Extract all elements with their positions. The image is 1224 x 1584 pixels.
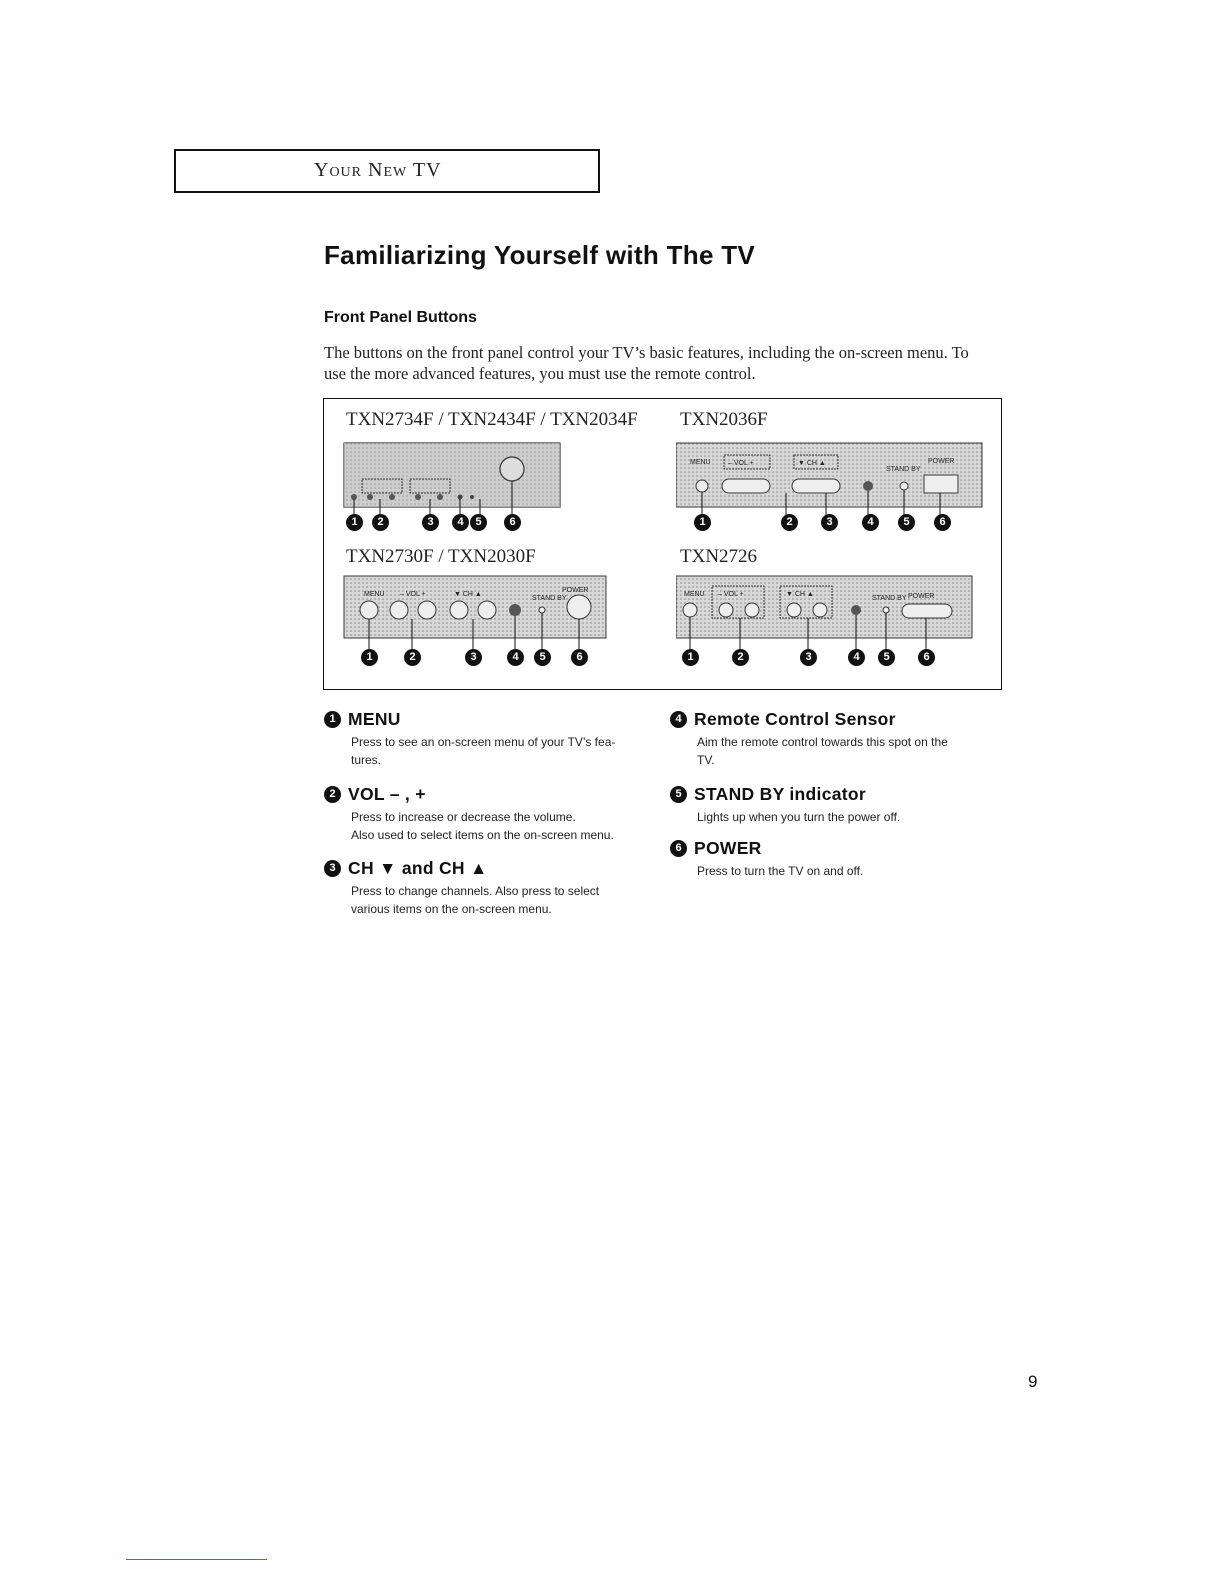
callout-item	[324, 858, 599, 918]
marker-6: 6	[934, 514, 951, 531]
marker-5: 5	[470, 514, 487, 531]
callout-description	[697, 733, 948, 769]
marker-2: 2	[781, 514, 798, 531]
marker-1: 1	[361, 649, 378, 666]
callout-description-line: Aim the remote control towards this spot on the	[697, 735, 948, 749]
callout-heading: CH ▼ and CH ▲	[348, 858, 488, 878]
callout-item	[670, 709, 948, 769]
callout-description-line: Lights up when you turn the power off.	[697, 810, 901, 824]
btn-label-ch-b: ▼ CH ▲	[798, 460, 826, 467]
callout-description-line: Press to see an on-screen menu of your TV’s fea-	[351, 735, 616, 749]
subsection-heading: Front Panel Buttons	[324, 309, 477, 326]
marker-3: 3	[422, 514, 439, 531]
page-title: Familiarizing Yourself with The TV	[324, 240, 756, 270]
callout-item	[324, 784, 614, 844]
callout-description	[351, 882, 599, 918]
callout-heading: STAND BY indicator	[694, 784, 866, 804]
callout-description	[351, 733, 615, 769]
marker-1: 1	[694, 514, 711, 531]
callout-item	[324, 709, 615, 769]
marker-1: 1	[346, 514, 363, 531]
callout-item	[670, 784, 900, 826]
model-label-d: TXN2726	[680, 546, 758, 567]
callout-description	[697, 808, 900, 826]
callout-number: 5	[670, 786, 687, 803]
btn-label-standby-d: STAND BY	[872, 595, 907, 602]
model-label-a: TXN2734F / TXN2434F / TXN2034F	[346, 409, 638, 430]
callout-description	[697, 862, 863, 880]
btn-label-ch-c: ▼ CH ▲	[454, 591, 482, 598]
callout-number: 6	[670, 840, 687, 857]
footer-rule	[126, 1559, 267, 1560]
btn-label-vol-d: – VOL +	[718, 591, 744, 598]
marker-4: 4	[848, 649, 865, 666]
btn-label-power-c: POWER	[562, 587, 589, 594]
marker-4: 4	[452, 514, 469, 531]
section-header-box	[174, 149, 600, 193]
marker-2: 2	[732, 649, 749, 666]
btn-label-menu-d: MENU	[684, 591, 705, 598]
callout-description-line: tures.	[351, 753, 382, 767]
btn-label-standby-c: STAND BY	[532, 595, 567, 602]
marker-5: 5	[534, 649, 551, 666]
marker-2: 2	[404, 649, 421, 666]
section-title: Your New TV	[314, 159, 442, 181]
page-number: 9	[1028, 1372, 1038, 1391]
marker-1: 1	[682, 649, 699, 666]
btn-label-power-d: POWER	[908, 593, 935, 600]
power-button-a	[500, 457, 524, 481]
callout-heading: VOL – , +	[348, 784, 426, 804]
standby-led-a	[470, 495, 474, 499]
callout-description-line: Press to change channels. Also press to select	[351, 884, 600, 898]
btn-label-ch-d: ▼ CH ▲	[786, 591, 814, 598]
model-label-c: TXN2730F / TXN2030F	[346, 546, 536, 567]
marker-6: 6	[918, 649, 935, 666]
callout-number: 4	[670, 711, 687, 728]
callout-heading: Remote Control Sensor	[694, 709, 896, 729]
callout-description-line: Press to turn the TV on and off.	[697, 864, 864, 878]
model-label-b: TXN2036F	[680, 409, 768, 430]
callout-description-line: Also used to select items on the on-screen menu.	[351, 828, 614, 842]
callout-number: 2	[324, 786, 341, 803]
callout-item	[670, 838, 863, 880]
intro-paragraph: The buttons on the front panel control your TV’s basic features, including the on-screen menu. To use the more advanced features, you must use the remote control.	[324, 343, 969, 383]
btn-label-vol-b: – VOL +	[728, 460, 754, 467]
callout-description-line: TV.	[697, 753, 715, 767]
marker-5: 5	[878, 649, 895, 666]
front-panel-figure	[323, 398, 1002, 690]
marker-4: 4	[862, 514, 879, 531]
sensor-a	[458, 495, 463, 500]
marker-3: 3	[465, 649, 482, 666]
marker-3: 3	[800, 649, 817, 666]
callout-heading: MENU	[348, 709, 401, 729]
marker-5: 5	[898, 514, 915, 531]
marker-4: 4	[507, 649, 524, 666]
btn-label-menu-b: MENU	[690, 459, 711, 466]
callout-description-line: various items on the on-screen menu.	[351, 902, 552, 916]
btn-label-vol-c: – VOL +	[400, 591, 426, 598]
btn-label-power-b: POWER	[928, 458, 955, 465]
btn-label-standby-b: STAND BY	[886, 466, 921, 473]
callout-description-line: Press to increase or decrease the volume.	[351, 810, 576, 824]
btn-label-menu-c: MENU	[364, 591, 385, 598]
callout-number: 3	[324, 860, 341, 877]
marker-6: 6	[504, 514, 521, 531]
marker-6: 6	[571, 649, 588, 666]
callout-number: 1	[324, 711, 341, 728]
callout-heading: POWER	[694, 838, 762, 858]
marker-2: 2	[372, 514, 389, 531]
callout-description	[351, 808, 614, 844]
marker-3: 3	[821, 514, 838, 531]
